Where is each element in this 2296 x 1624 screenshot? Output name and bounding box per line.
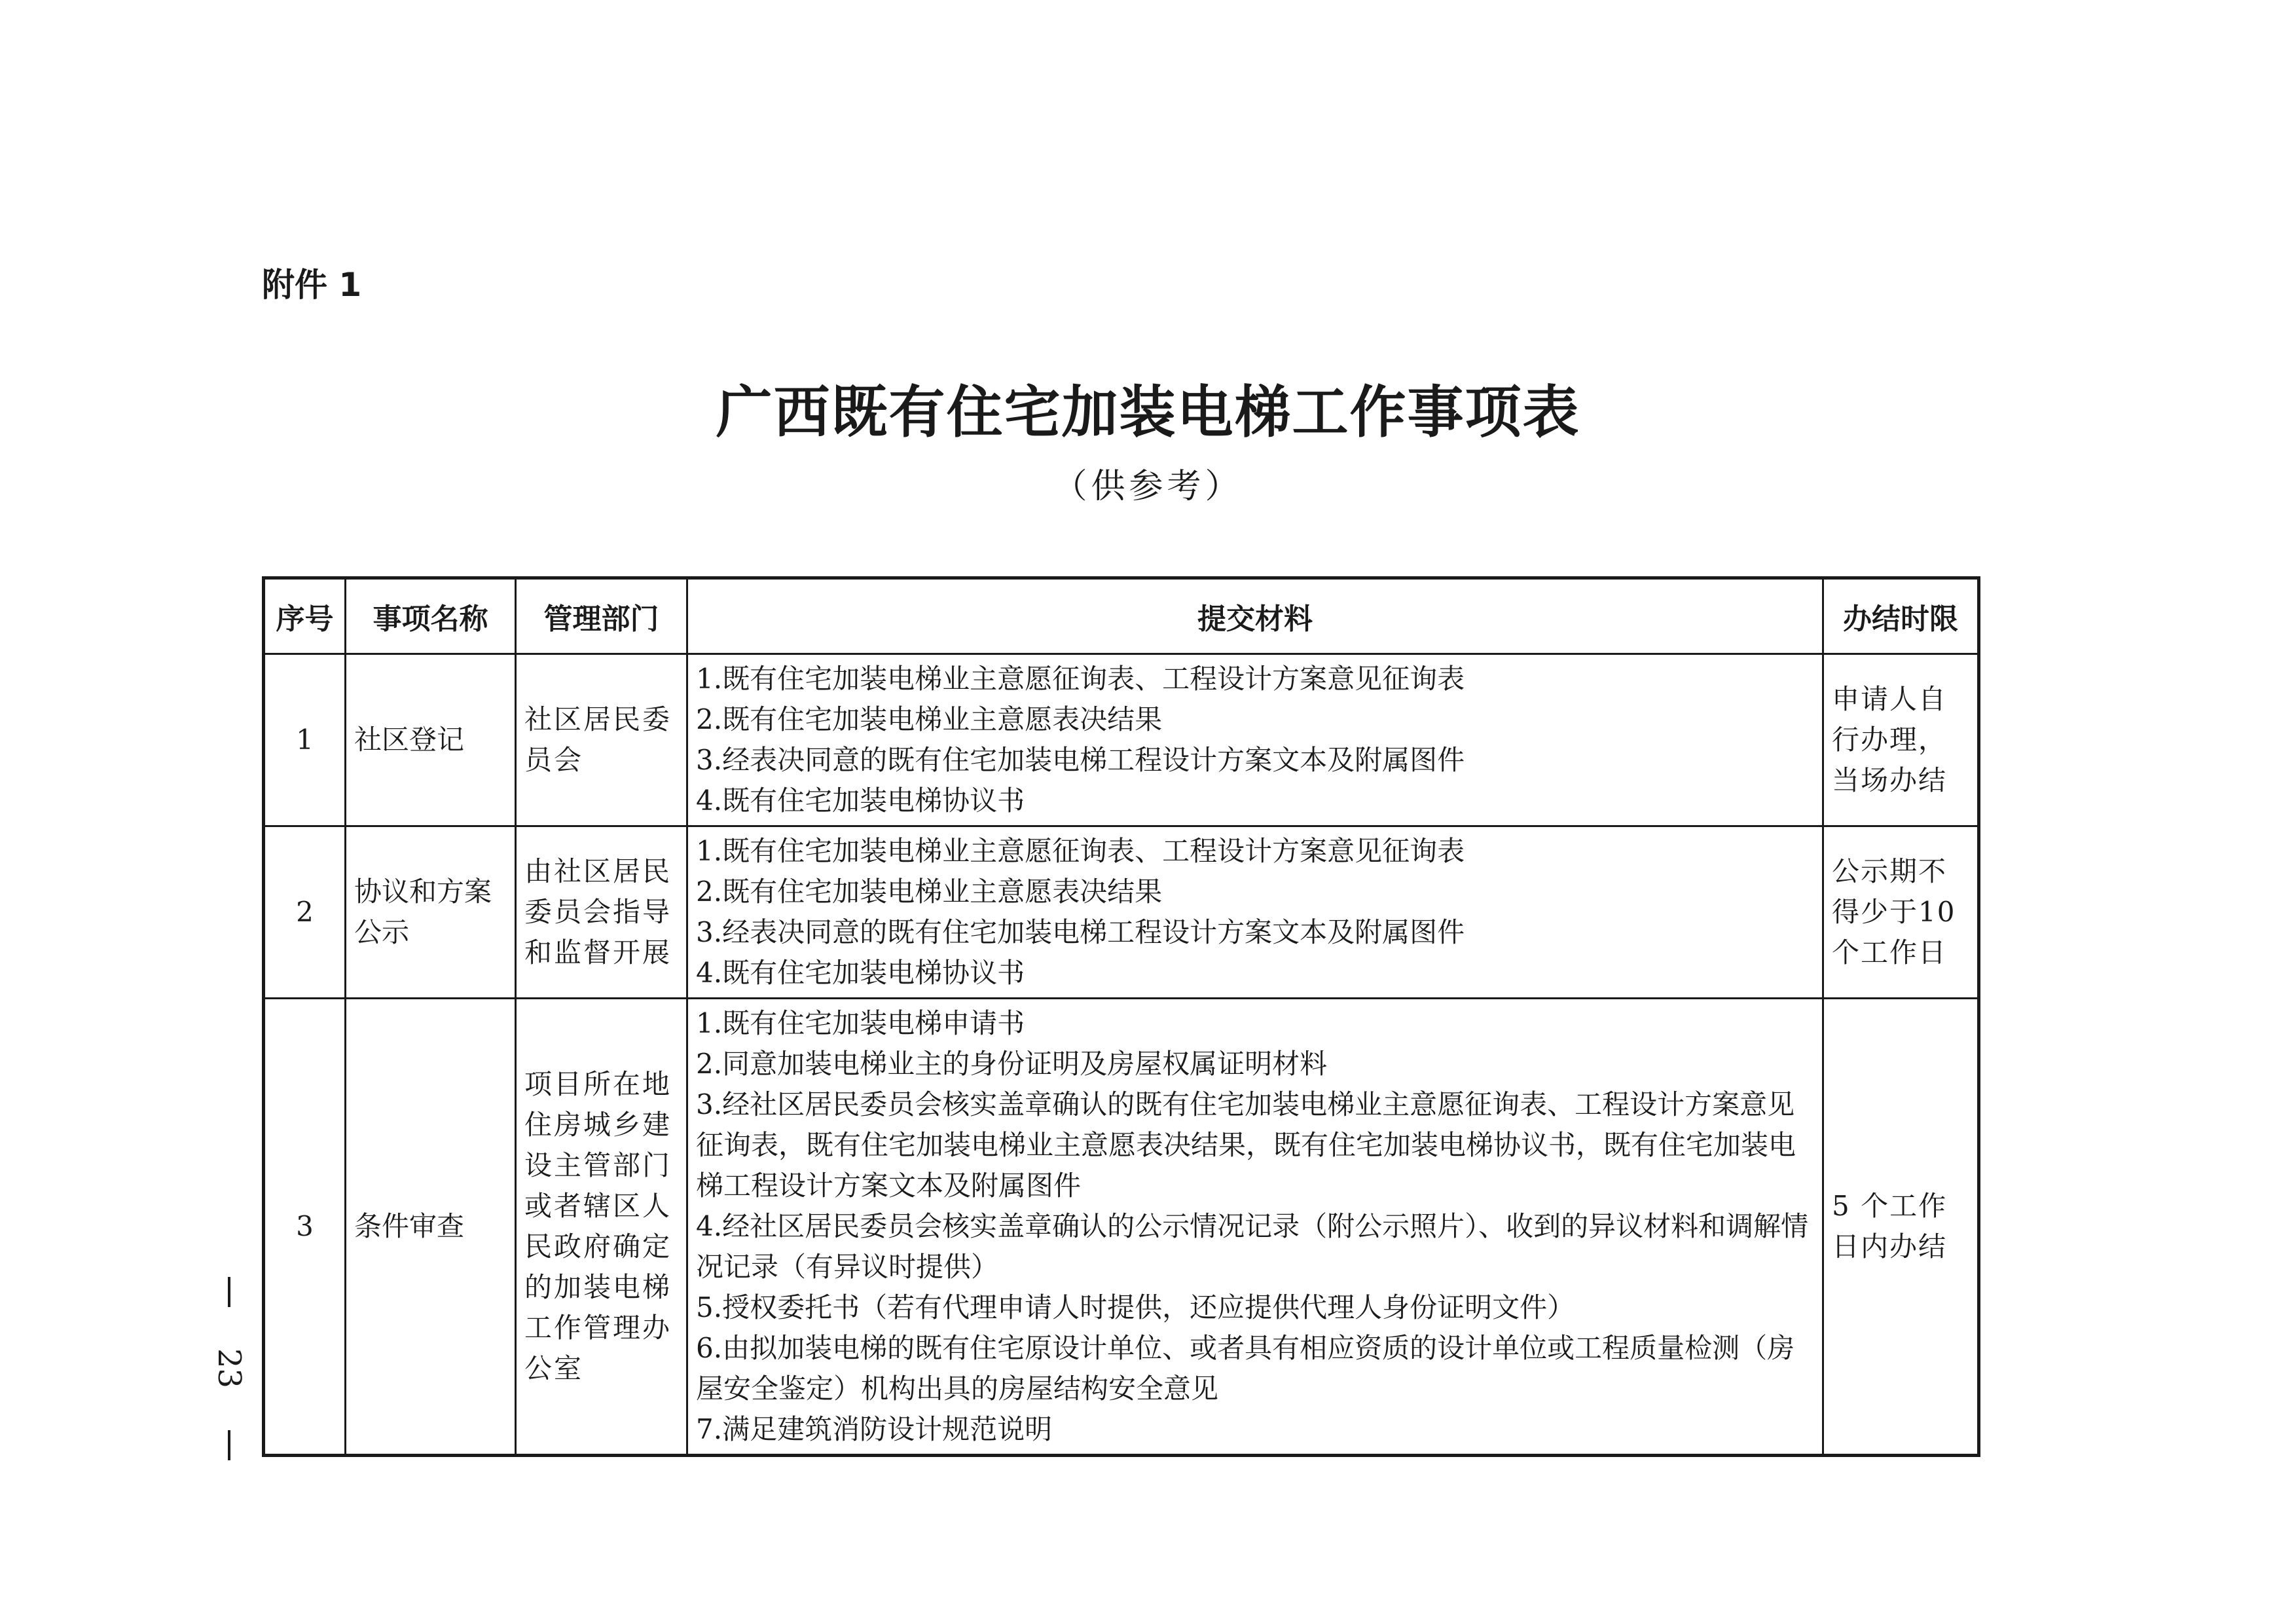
row-department: 项目所在地住房城乡建设主管部门或者辖区人民政府确定的加装电梯工作管理办公室 [516,999,687,1456]
work-items-table [262,576,1980,1457]
page-number [203,1277,255,1460]
table-row [264,999,1979,1456]
row-time-limit: 公示期不得少于10个工作日 [1823,826,1979,999]
header-time-limit: 办结时限 [1823,578,1979,654]
material-item: 5.授权委托书（若有代理申请人时提供，还应提供代理人身份证明文件） [696,1291,1575,1323]
material-item: 2.同意加装电梯业主的身份证明及房屋权属证明材料 [696,1048,1328,1080]
row-department: 社区居民委员会 [516,654,687,826]
material-item: 2.既有住宅加装电梯业主意愿表决结果 [696,703,1163,735]
header-department: 管理部门 [516,578,687,654]
page-number-digits: 23 [211,1348,247,1389]
row-materials [687,826,1823,999]
row-item-name: 协议和方案公示 [346,826,516,999]
row-time-limit: 5 个工作日内办结 [1823,999,1979,1456]
material-item: 1.既有住宅加装电梯业主意愿征询表、工程设计方案意见征询表 [696,835,1465,867]
material-item: 1.既有住宅加装电梯业主意愿征询表、工程设计方案意见征询表 [696,663,1465,695]
header-item-name: 事项名称 [346,578,516,654]
row-seq: 3 [264,999,346,1456]
material-item: 4.既有住宅加装电梯协议书 [696,957,1025,989]
row-seq: 1 [264,654,346,826]
row-item-name: 条件审查 [346,999,516,1456]
document-title: 广西既有住宅加装电梯工作事项表 [716,379,1580,445]
material-item: 4.既有住宅加装电梯协议书 [696,784,1025,817]
header-seq: 序号 [264,578,346,654]
attachment-label: 附件 1 [262,266,362,304]
material-item: 2.既有住宅加装电梯业主意愿表决结果 [696,876,1163,908]
row-materials [687,999,1823,1456]
header-materials: 提交材料 [687,578,1823,654]
table-row [264,826,1979,999]
material-item: 4.经社区居民委员会核实盖章确认的公示情况记录（附公示照片）、收到的异议材料和调解情况记录（有异议时提供） [696,1210,1809,1283]
material-item: 3.经表决同意的既有住宅加装电梯工程设计方案文本及附属图件 [696,916,1465,948]
row-item-name: 社区登记 [346,654,516,826]
material-item: 3.经社区居民委员会核实盖章确认的既有住宅加装电梯业主意愿征询表、工程设计方案意见征询表，既有住宅加装电梯业主意愿表决结果，既有住宅加装电梯协议书，既有住宅加装电梯工程设计方案文本及附属图件 [696,1088,1796,1202]
document-subtitle: （供参考） [1053,467,1243,506]
material-item: 3.经表决同意的既有住宅加装电梯工程设计方案文本及附属图件 [696,744,1465,776]
row-department: 由社区居民委员会指导和监督开展 [516,826,687,999]
material-item: 1.既有住宅加装电梯申请书 [696,1007,1025,1039]
row-seq: 2 [264,826,346,999]
material-item: 7.满足建筑消防设计规范说明 [696,1413,1053,1445]
table-header-row [264,578,1979,654]
row-materials [687,654,1823,826]
row-time-limit: 申请人自行办理，当场办结 [1823,654,1979,826]
page-number-dash [228,1430,230,1460]
table-row [264,654,1979,826]
page-number-dash [228,1277,230,1307]
material-item: 6.由拟加装电梯的既有住宅原设计单位、或者具有相应资质的设计单位或工程质量检测（房屋安全鉴定）机构出具的房屋结构安全意见 [696,1332,1795,1405]
